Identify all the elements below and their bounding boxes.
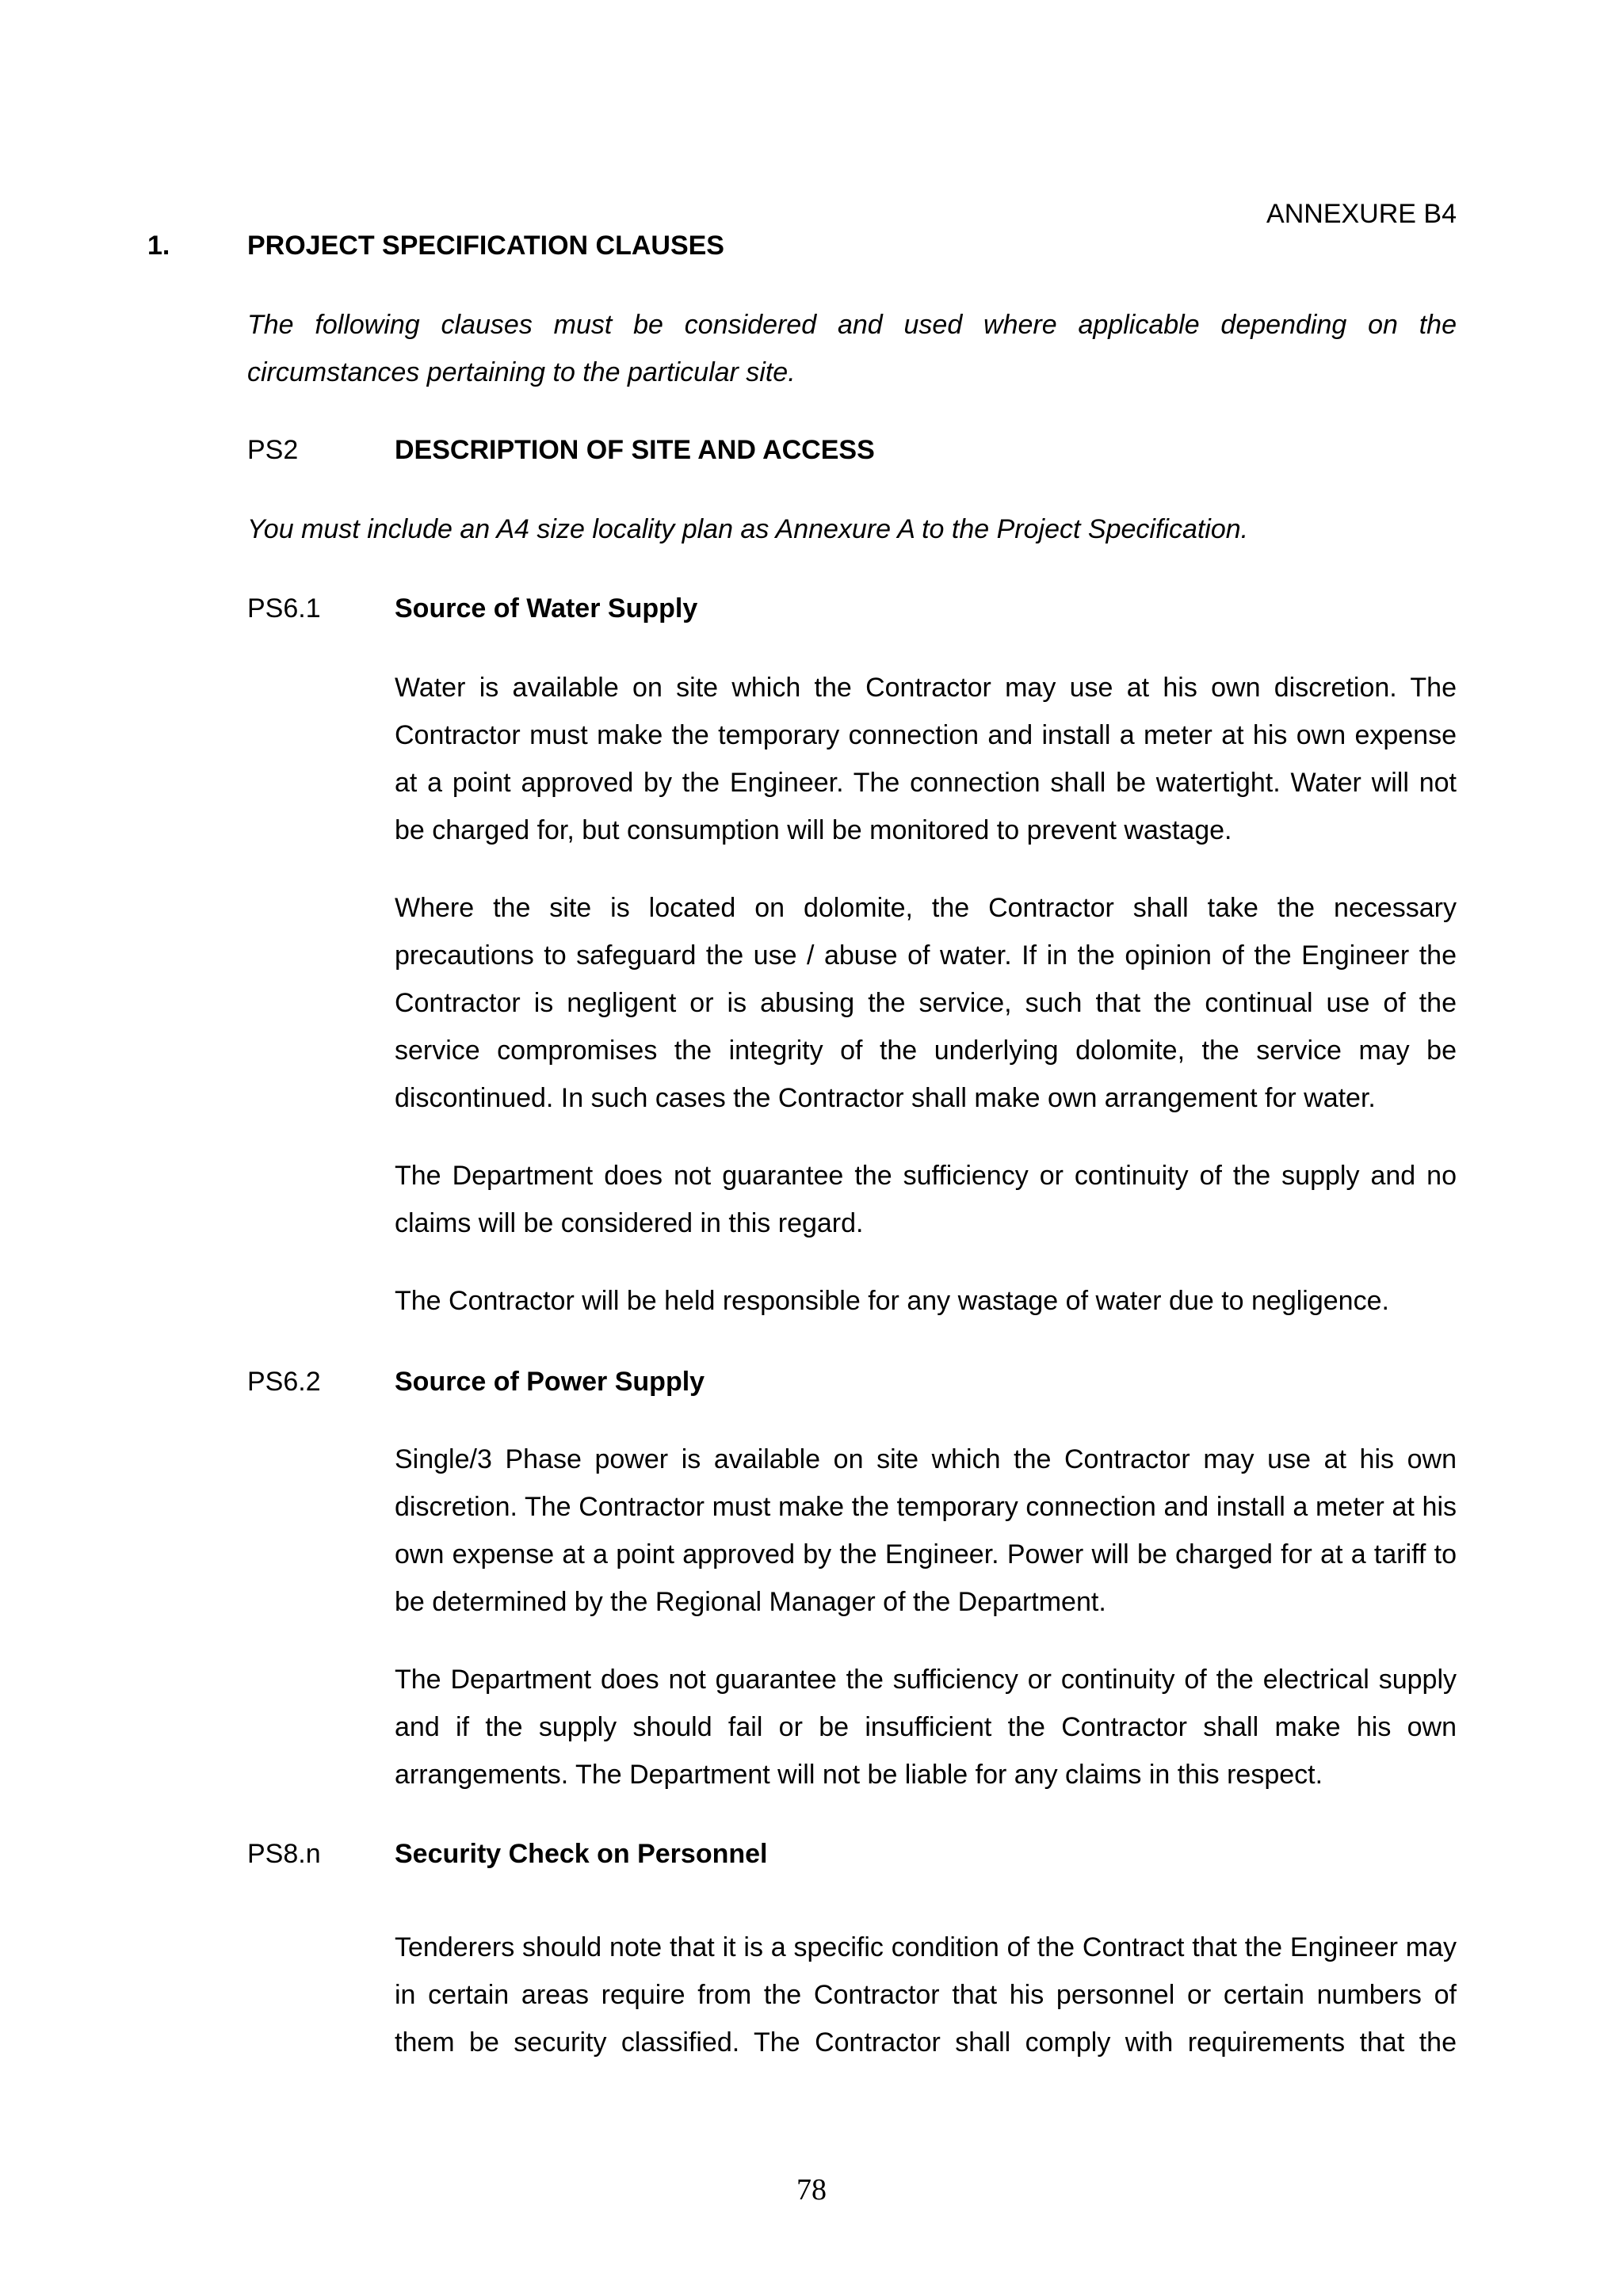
section-number: 1. — [147, 231, 170, 261]
clause-heading-ps8-n — [247, 1836, 768, 1871]
clause-code: PS6.2 — [247, 1367, 321, 1397]
ps2-note: You must include an A4 size locality plan as Annexure A to the Project Specification. — [247, 514, 1249, 544]
page-number: 78 — [796, 2173, 827, 2206]
clause-title: Security Check on Personnel — [395, 1839, 768, 1869]
annexure-label: ANNEXURE B4 — [1266, 199, 1457, 229]
ps6-1-paragraph-2: Where the site is located on dolomite, the Contractor shall take the necessary precautions to safeguard the use / abuse of water. If in the opinion of the Engineer the Contractor is negligent or is abusing the service, such that the continual use of the service compromises the integrity of the underlying dolomite, the service may be discontinued. In such cases the Contractor shall make own arrangement for water. — [395, 893, 1457, 1113]
ps6-1-paragraph-1: Water is available on site which the Contractor may use at his own discretion. The Contractor must make the temporary connection and install a meter at his own expense at a point approved by the Engineer. The connection shall be watertight. Water will not be charged for, but consumption will be monitored to prevent wastage. — [395, 673, 1457, 845]
clause-title: Source of Power Supply — [395, 1367, 705, 1397]
ps6-1-paragraph-3: The Department does not guarantee the sufficiency or continuity of the supply and no claims will be considered in this regard. — [395, 1161, 1457, 1238]
clause-code: PS6.1 — [247, 593, 321, 624]
ps8-n-paragraph-1: Tenderers should note that it is a specific condition of the Contract that the Engineer may in certain areas require from the Contractor that his personnel or certain numbers of them be security classified. The Contractor shall comply with requirements that the — [395, 1932, 1457, 2058]
section-intro: The following clauses must be considered and used where applicable depending on the circumstances pertaining to the particular site. — [247, 310, 1457, 387]
clause-title: DESCRIPTION OF SITE AND ACCESS — [395, 435, 875, 465]
section-heading — [147, 228, 724, 263]
ps6-2-paragraph-2: The Department does not guarantee the sufficiency or continuity of the electrical supply and if the supply should fail or be insufficient the Contractor shall make his own arrangements. The Department will not be liable for any claims in this respect. — [395, 1665, 1457, 1790]
clause-code: PS2 — [247, 435, 299, 465]
clause-title: Source of Water Supply — [395, 593, 698, 624]
ps6-2-paragraph-1: Single/3 Phase power is available on site which the Contractor may use at his own discretion. The Contractor must make the temporary connection and install a meter at his own expense at a point approved by the Engineer. Power will be charged for at a tariff to be determined by the Regional Manager of the Department. — [395, 1444, 1457, 1617]
ps6-1-paragraph-4: The Contractor will be held responsible for any wastage of water due to negligence. — [395, 1286, 1389, 1316]
clause-code: PS8.n — [247, 1839, 321, 1869]
clause-heading-ps6-2 — [247, 1364, 705, 1399]
section-title: PROJECT SPECIFICATION CLAUSES — [247, 231, 724, 261]
clause-heading-ps6-1 — [247, 591, 697, 626]
clause-heading-ps2 — [247, 433, 875, 467]
